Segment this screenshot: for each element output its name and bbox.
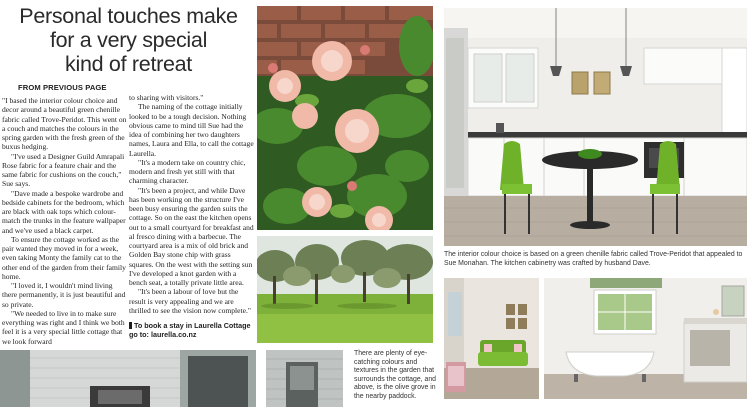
photo-cottage-exterior-left — [0, 350, 256, 407]
callout-bullet-icon — [129, 322, 132, 329]
kicker-from-previous-page: FROM PREVIOUS PAGE — [18, 83, 107, 92]
paragraph: "I loved it, I wouldn't mind living there permanently, it is just beautiful and so private. — [2, 281, 126, 309]
booking-link-callout[interactable] — [129, 321, 255, 339]
paragraph: "I based the interior colour choice and decor around a beautiful green chenille fabric called Trove-Peridot. This went on a couch and matches the colours in the spring garden with the fresh green of the buxus hedging. — [2, 96, 127, 152]
paragraph: The naming of the cottage initially looked to be a tough decision. Nothing obvious came to mind till Sue had the idea of combining her two daughters names, Laura and Ella, to call the cottage Laurella. — [129, 102, 254, 158]
paragraph: "We needed to live in to make sure everything was right and I think we both feel it is a very special little cottage that we look forward — [2, 308, 125, 346]
living-room-image — [444, 278, 539, 399]
photo-roses — [257, 6, 433, 230]
article-column-2 — [129, 93, 255, 339]
olive-grove-image — [257, 236, 433, 343]
paragraph: "Dave made a bespoke wardrobe and bedside cabinets for the bedroom, which are black with oak tops which colour-match the trunks in the feature wallpaper and we've used a black carpet. — [2, 188, 126, 235]
photo-cottage-exterior-mid — [266, 350, 343, 407]
booking-link-text[interactable]: To book a stay in Laurella Cottage go to: laurella.co.nz — [129, 321, 251, 339]
headline-line-3: kind of retreat — [65, 52, 192, 76]
cottage-exterior-image — [0, 350, 256, 407]
rose-bush-image — [257, 6, 433, 230]
photo-olive-grove — [257, 236, 433, 343]
paragraph: "It's been a project, and while Dave has been working on the structure I've been busy ensuring the garden suits the cottage. So on the east the kitchen opens out to a small courtyard for breakfast and al fresco dining with a barbecue. The courtyard area is a mix of old brick and Golden Bay stone chip with grass squares. On the west with the setting sun I've developed a knot garden with a bench seat, a totally private little area. — [129, 185, 254, 287]
cottage-weatherboard-image — [266, 350, 343, 407]
paragraph: To ensure the cottage worked as the pair wanted they moved in for a week, even taking Monty the family cat to the other end of the garden from their family home. — [2, 234, 126, 281]
caption-kitchen: The interior colour choice is based on a green chenille fabric called Trove-Peridot that appealed to Sue Monahan. The kitchen cabinetry was crafted by husband Dave. — [444, 251, 743, 267]
photo-living-room — [444, 278, 539, 399]
headline-line-1: Personal touches make — [19, 4, 238, 28]
paragraph: "I've used a Designer Guild Amrapali Rose fabric for a feature chair and the same fabric for cushions on the couch," Sue says. — [2, 151, 125, 189]
photo-bathroom — [544, 278, 747, 399]
article-column-1 — [2, 96, 127, 346]
article-headline — [0, 4, 257, 76]
paragraph: to sharing with visitors." — [129, 93, 204, 102]
paragraph: "It's been a labour of love but the result is very appealing and we are thrilled to see the vision now complete." — [129, 287, 251, 315]
kitchen-image — [444, 8, 747, 246]
paragraph: "It's a modern take on country chic, modern and fresh yet still with that charming character. — [129, 157, 246, 186]
headline-line-2: for a very special — [49, 28, 208, 52]
caption-garden: There are plenty of eye-catching colours and textures in the garden that surrounds the cottage, and above, is the olive grove in the nearby paddock. — [354, 350, 436, 400]
photo-kitchen — [444, 8, 747, 246]
bathroom-image — [544, 278, 747, 399]
